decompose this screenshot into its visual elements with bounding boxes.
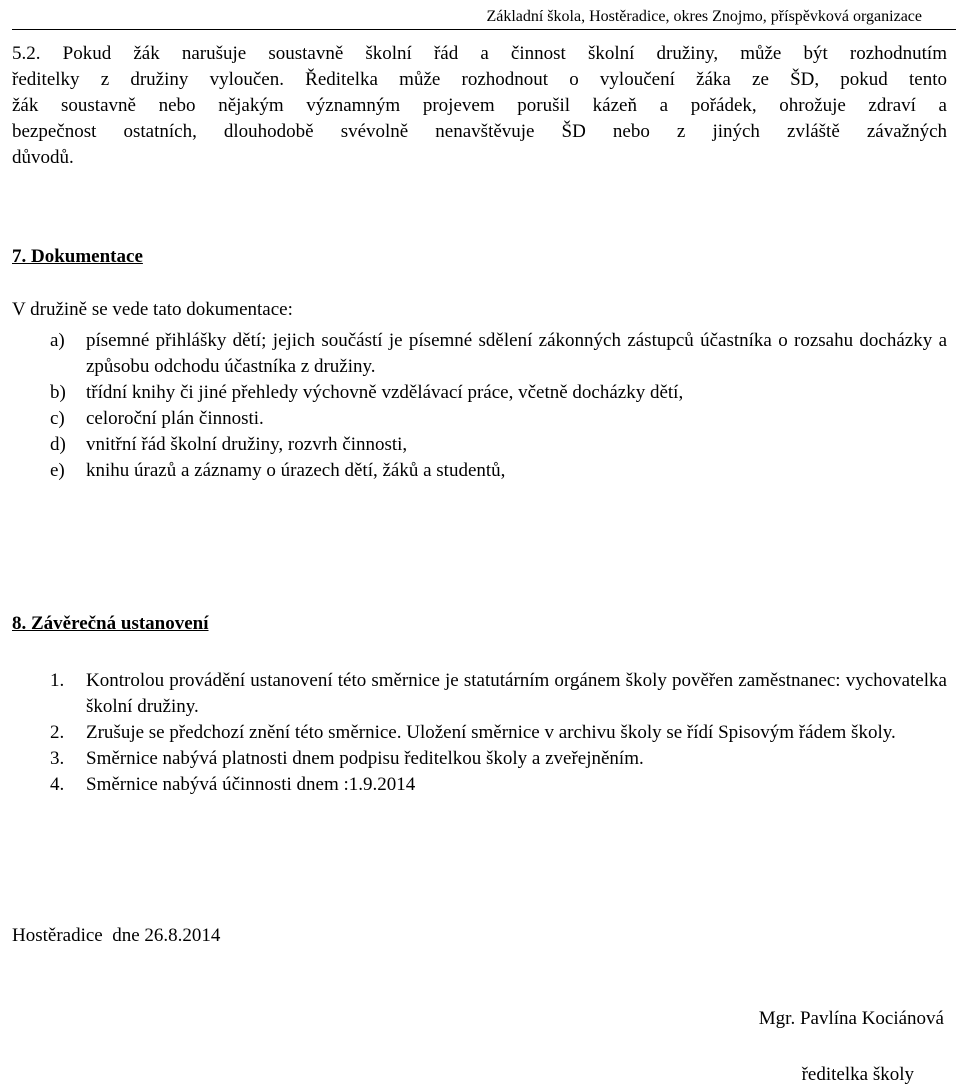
list-item <box>12 720 947 746</box>
list-item-text: Směrnice nabývá platnosti dnem podpisu ředitelkou školy a zveřejněním. <box>86 748 644 769</box>
intro-line: žák soustavně nebo nějakým významným projevem porušil kázeň a pořádek, ohrožuje zdraví a <box>12 95 947 116</box>
list-item-text: vnitřní řád školní družiny, rozvrh činnosti, <box>86 434 408 455</box>
list-marker: c) <box>50 408 65 429</box>
list-item-text: Kontrolou provádění ustanovení této směrnice je statutárním orgánem školy pověřen zaměstnanec: vychovatelka školní družiny. <box>86 670 947 717</box>
list-item <box>12 746 947 772</box>
place-and-date: Hostěradice dne 26.8.2014 <box>12 925 221 946</box>
section-7-heading: 7. Dokumentace <box>12 246 143 267</box>
list-item <box>12 458 947 484</box>
intro-line: 5.2. Pokud žák narušuje soustavně školní řád a činnost školní družiny, může být rozhodnutím <box>12 43 947 64</box>
signatory-role: ředitelka školy <box>801 1064 914 1085</box>
page-header <box>12 4 956 30</box>
list-marker: 4. <box>50 774 65 795</box>
documentation-lead: V družině se vede tato dokumentace: <box>12 299 293 320</box>
intro-line: důvodů. <box>12 147 74 168</box>
list-marker: 3. <box>50 748 65 769</box>
school-name: Základní škola, Hostěradice, okres Znojmo, příspěvková organizace <box>486 8 922 25</box>
list-item-text: knihu úrazů a záznamy o úrazech dětí, žáků a studentů, <box>86 460 506 481</box>
list-item-text: třídní knihy či jiné přehledy výchovně vzdělávací práce, včetně docházky dětí, <box>86 382 684 403</box>
list-item <box>12 668 947 720</box>
section-8-heading: 8. Závěrečná ustanovení <box>12 613 209 634</box>
list-marker: a) <box>50 330 65 351</box>
list-item <box>12 406 947 432</box>
intro-line: ředitelky z družiny vyloučen. Ředitelka může rozhodnout o vyloučení žáka ze ŠD, pokud tento <box>12 69 947 90</box>
list-item <box>12 380 947 406</box>
list-marker: b) <box>50 382 66 403</box>
intro-line: bezpečnost ostatních, dlouhodobě svévolně nenavštěvuje ŠD nebo z jiných zvláště závažných <box>12 121 947 142</box>
list-item-text: celoroční plán činnosti. <box>86 408 264 429</box>
list-item <box>12 772 947 798</box>
list-item-text: Zrušuje se předchozí znění této směrnice. Uložení směrnice v archivu školy se řídí Spisovým řádem školy. <box>86 722 896 743</box>
list-item <box>12 432 947 458</box>
list-item <box>12 328 947 380</box>
list-marker: d) <box>50 434 66 455</box>
signatory-name: Mgr. Pavlína Kociánová <box>758 1008 944 1029</box>
list-marker: 1. <box>50 670 65 691</box>
intro-paragraph <box>12 41 947 171</box>
documentation-list <box>12 328 947 484</box>
list-item-text: písemné přihlášky dětí; jejich součástí je písemné sdělení zákonných zástupců účastníka o rozsahu docházky a způsobu odchodu účastníka z družiny. <box>86 330 947 377</box>
list-marker: e) <box>50 460 65 481</box>
list-item-text: Směrnice nabývá účinnosti dnem :1.9.2014 <box>86 774 416 795</box>
list-marker: 2. <box>50 722 65 743</box>
final-provisions-list <box>12 668 947 798</box>
